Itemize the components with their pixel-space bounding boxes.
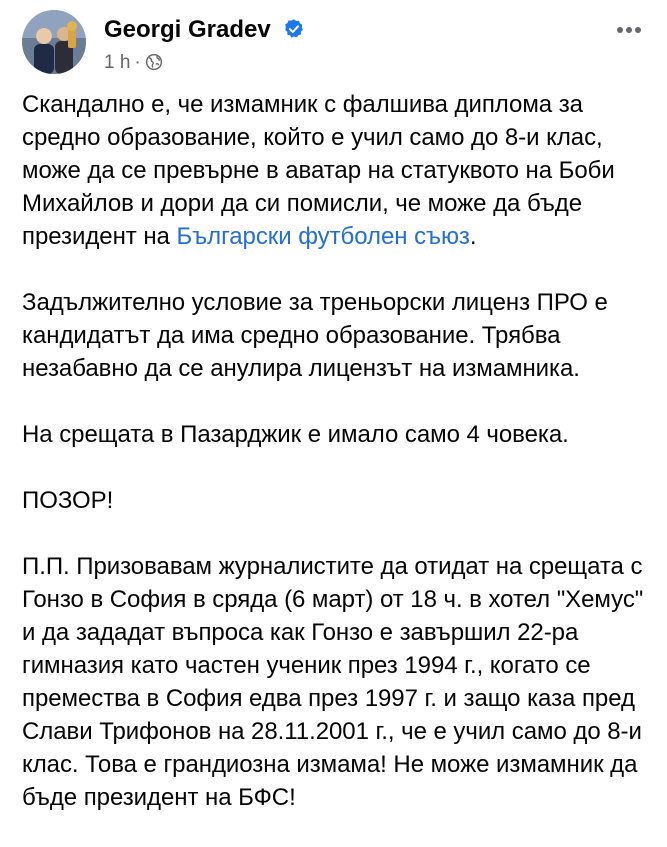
avatar-image: [22, 10, 86, 74]
more-options-icon: [611, 12, 647, 48]
post-paragraph: ПОЗОР!: [22, 487, 114, 514]
post-paragraph: П.П. Призовавам журналистите да отидат на срещата с Гонзо в София в сряда (6 март) от 18 ч. в хотел "Хемус" и да зададат въпроса как Гонзо е завършил 22-ра гимназия като частен ученик през 1994 г., когато се премества в София едва през 1997 г. и защо каза пред Слави Трифонов на 28.11.2001 г., че е учил само до 8-и клас. Това е грандиозна измама! Не може измамник да бъде президент на БФС!: [22, 553, 644, 811]
post-text: Скандално е, че измамник с фалшива диплома за средно образование, който е учил само до 8-и клас, може да се превърне в аватар на статуквото на Боби Михайлов и дори да си помисли, че може да бъде президент на: [22, 91, 615, 250]
post-paragraph: На срещата в Пазарджик е имало само 4 човека.: [22, 421, 569, 448]
post-body: [22, 88, 652, 847]
post-header: [22, 10, 647, 74]
federation-link[interactable]: Български футболен съюз: [176, 223, 470, 250]
author-avatar[interactable]: [22, 10, 86, 74]
post-text: .: [469, 223, 477, 250]
more-options-button[interactable]: [611, 12, 647, 48]
post-meta: [104, 52, 163, 74]
globe-icon[interactable]: [145, 53, 163, 71]
author-name-text[interactable]: Georgi Gradev: [104, 16, 271, 43]
post-paragraph: [22, 88, 652, 253]
post-paragraph: Задължително условие за треньорски лиценз ПРО е кандидатът да има средно образование. Трябва незабавно да се анулира лицензът на измамника.: [22, 289, 608, 382]
author-name[interactable]: [104, 16, 305, 44]
post-time[interactable]: 1 h: [104, 52, 131, 73]
verified-badge-icon: [283, 18, 305, 40]
meta-separator: ·: [134, 52, 141, 73]
